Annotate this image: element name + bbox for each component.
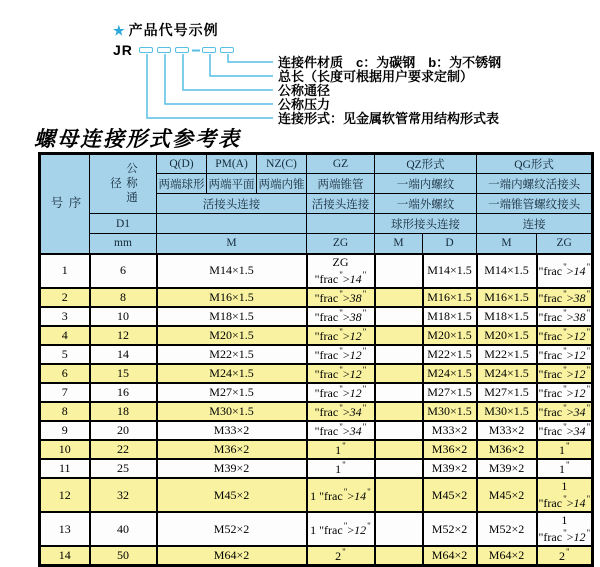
header-nz-desc: 两端内锥 — [257, 174, 307, 194]
cell-m: M16×1.5 — [157, 288, 307, 307]
cell-qz-d: M16×1.5 — [423, 288, 477, 307]
cell-qz-d: M18×1.5 — [423, 307, 477, 326]
cell-qz-d: M22×1.5 — [423, 345, 477, 364]
header-gz-desc: 两端锥管 — [307, 174, 375, 194]
cell-qz-d: M36×2 — [423, 440, 477, 459]
cell-qg-m: M27×1.5 — [477, 383, 537, 402]
cell-qz-m — [375, 383, 423, 402]
cell-seq: 5 — [40, 345, 90, 364]
cell-seq: 7 — [40, 383, 90, 402]
cell-m: M20×1.5 — [157, 326, 307, 345]
cell-qg-m: M39×2 — [477, 459, 537, 478]
cell-gz: 1 "frac">12" — [307, 512, 375, 546]
cell-qz-m — [375, 288, 423, 307]
code-box-1 — [139, 47, 153, 53]
header-mm: mm — [90, 234, 157, 254]
header-seq: 序号 — [40, 154, 90, 254]
table-row — [40, 402, 593, 421]
cell-qg-m: M45×2 — [477, 478, 537, 512]
cell-gz: 2" — [307, 546, 375, 566]
cell-qg-m: M36×2 — [477, 440, 537, 459]
header-pm-desc: 两端平面 — [207, 174, 257, 194]
cell-qz-m — [375, 512, 423, 546]
cell-qg-zg: "frac">14" — [537, 254, 593, 288]
table-row — [40, 440, 593, 459]
star-icon: ★ — [113, 23, 126, 38]
cell-mm: 50 — [90, 546, 157, 566]
cell-qg-m: M16×1.5 — [477, 288, 537, 307]
cell-qz-m — [375, 364, 423, 383]
cell-qz-d: M45×2 — [423, 478, 477, 512]
cell-qz-m — [375, 440, 423, 459]
cell-mm: 16 — [90, 383, 157, 402]
cell-gz: "frac">38" — [307, 307, 375, 326]
cell-mm: 40 — [90, 512, 157, 546]
header-qz-desc1: 一端内螺纹 — [375, 174, 477, 194]
cell-mm: 25 — [90, 459, 157, 478]
cell-m: M27×1.5 — [157, 383, 307, 402]
cell-qg-m: M64×2 — [477, 546, 537, 566]
diagram-title — [113, 20, 219, 40]
header-empty-gz — [307, 214, 375, 234]
header-qd: Q(D) — [157, 154, 207, 174]
cell-qg-m: M18×1.5 — [477, 307, 537, 326]
cell-qg-zg: 2" — [537, 546, 593, 566]
cell-qg-m: M30×1.5 — [477, 402, 537, 421]
cell-qg-zg: "frac">34" — [537, 402, 593, 421]
cell-qg-m: M33×2 — [477, 421, 537, 440]
table-row — [40, 383, 593, 402]
cell-seq: 9 — [40, 421, 90, 440]
header-qg-connect: 连接 — [477, 214, 593, 234]
cell-mm: 15 — [90, 364, 157, 383]
code-prefix: JR — [113, 42, 133, 58]
cell-gz: 1 "frac">14" — [307, 478, 375, 512]
table-row — [40, 254, 593, 288]
cell-m: M24×1.5 — [157, 364, 307, 383]
cell-seq: 8 — [40, 402, 90, 421]
cell-qz-m — [375, 478, 423, 512]
reference-table — [38, 152, 594, 567]
header-qz-desc2: 一端外螺纹 — [375, 194, 477, 214]
header-unit-qz-d: D — [423, 234, 477, 254]
cell-seq: 3 — [40, 307, 90, 326]
cell-mm: 18 — [90, 402, 157, 421]
cell-qg-zg: 1 "frac">12" — [537, 512, 593, 546]
cell-m: M52×2 — [157, 512, 307, 546]
cell-mm: 22 — [90, 440, 157, 459]
product-code-diagram — [0, 0, 600, 130]
cell-mm: 6 — [90, 254, 157, 288]
cell-qz-d: M20×1.5 — [423, 326, 477, 345]
cell-gz: 1" — [307, 440, 375, 459]
cell-qz-m — [375, 326, 423, 345]
cell-seq: 6 — [40, 364, 90, 383]
cell-qz-d: M39×2 — [423, 459, 477, 478]
cell-qz-m — [375, 402, 423, 421]
header-unit-zg: ZG — [307, 234, 375, 254]
table-row — [40, 364, 593, 383]
cell-qg-zg: 1 "frac">14" — [537, 478, 593, 512]
cell-seq: 14 — [40, 546, 90, 566]
callout-material: 连接件材质 c：为碳钢 b：为不锈钢 — [278, 55, 502, 70]
cell-qz-d: M30×1.5 — [423, 402, 477, 421]
header-qd-desc: 两端球形 — [157, 174, 207, 194]
cell-qz-d: M27×1.5 — [423, 383, 477, 402]
cell-qz-d: M52×2 — [423, 512, 477, 546]
table-body — [40, 254, 593, 566]
cell-qz-d: M14×1.5 — [423, 254, 477, 288]
cell-m: M33×2 — [157, 421, 307, 440]
header-unit-qg-zg: ZG — [537, 234, 593, 254]
header-qg-desc1: 一端内螺纹活接头 — [477, 174, 593, 194]
cell-seq: 1 — [40, 254, 90, 288]
header-nominal-diameter: 公称通径 — [90, 154, 157, 214]
cell-qg-m: M20×1.5 — [477, 326, 537, 345]
cell-qz-m — [375, 459, 423, 478]
cell-gz: "frac">12" — [307, 383, 375, 402]
cell-qz-m — [375, 421, 423, 440]
cell-qg-zg: "frac">12" — [537, 345, 593, 364]
cell-qg-zg: "frac">12" — [537, 364, 593, 383]
header-nz: NZ(C) — [257, 154, 307, 174]
cell-qz-d: M33×2 — [423, 421, 477, 440]
header-qz-ball-connect: 球形接头连接 — [375, 214, 477, 234]
cell-mm: 32 — [90, 478, 157, 512]
cell-gz: "frac">12" — [307, 345, 375, 364]
cell-mm: 14 — [90, 345, 157, 364]
cell-qg-zg: "frac">38" — [537, 288, 593, 307]
cell-mm: 12 — [90, 326, 157, 345]
callout-nominal-pressure: 公称压力 — [278, 97, 331, 112]
code-box-4 — [202, 47, 216, 53]
header-d1: D1 — [90, 214, 157, 234]
cell-m: M14×1.5 — [157, 254, 307, 288]
cell-gz: "frac">34" — [307, 402, 375, 421]
header-gz-union-connect: 活接头连接 — [307, 194, 375, 214]
cell-gz: 1" — [307, 459, 375, 478]
header-qg-form: QG形式 — [477, 154, 593, 174]
table-row — [40, 512, 593, 546]
table-row — [40, 307, 593, 326]
table-row — [40, 421, 593, 440]
header-qz-form: QZ形式 — [375, 154, 477, 174]
cell-m: M30×1.5 — [157, 402, 307, 421]
cell-gz: ZG "frac">14" — [307, 254, 375, 288]
cell-m: M64×2 — [157, 546, 307, 566]
header-gz: GZ — [307, 154, 375, 174]
cell-qg-m: M22×1.5 — [477, 345, 537, 364]
table-row — [40, 478, 593, 512]
cell-seq: 11 — [40, 459, 90, 478]
table-title: 螺母连接形式参考表 — [34, 126, 241, 151]
header-unit-qz-m: M — [375, 234, 423, 254]
cell-seq: 10 — [40, 440, 90, 459]
cell-qz-d: M64×2 — [423, 546, 477, 566]
table-row — [40, 326, 593, 345]
cell-gz: "frac">12" — [307, 326, 375, 345]
cell-gz: "frac">38" — [307, 288, 375, 307]
cell-seq: 4 — [40, 326, 90, 345]
cell-mm: 10 — [90, 307, 157, 326]
cell-qz-m — [375, 546, 423, 566]
cell-qg-m: M52×2 — [477, 512, 537, 546]
cell-m: M22×1.5 — [157, 345, 307, 364]
table-row — [40, 345, 593, 364]
cell-m: M39×2 — [157, 459, 307, 478]
table-row — [40, 288, 593, 307]
callout-total-length: 总长（长度可根据用户要求定制） — [278, 69, 474, 84]
header-unit-qg-m: M — [477, 234, 537, 254]
cell-qg-zg: "frac">12" — [537, 383, 593, 402]
cell-qg-zg: "frac">38" — [537, 307, 593, 326]
cell-m: M18×1.5 — [157, 307, 307, 326]
callout-nominal-diameter: 公称通径 — [278, 83, 331, 98]
cell-gz: "frac">34" — [307, 421, 375, 440]
cell-qg-zg: "frac">12" — [537, 326, 593, 345]
cell-m: M36×2 — [157, 440, 307, 459]
header-empty-qpn — [157, 214, 307, 234]
cell-qg-zg: "frac">34" — [537, 421, 593, 440]
header-unit-m: M — [157, 234, 307, 254]
cell-qz-m — [375, 254, 423, 288]
cell-qg-m: M24×1.5 — [477, 364, 537, 383]
cell-qz-m — [375, 307, 423, 326]
header-qg-desc2: 一端锥管螺纹接头 — [477, 194, 593, 214]
code-box-5 — [220, 47, 234, 53]
cell-mm: 20 — [90, 421, 157, 440]
diagram-title-text: 产品代号示例 — [128, 22, 219, 38]
cell-qg-zg: 1" — [537, 440, 593, 459]
cell-seq: 12 — [40, 478, 90, 512]
cell-seq: 13 — [40, 512, 90, 546]
cell-qz-d: M24×1.5 — [423, 364, 477, 383]
cell-m: M45×2 — [157, 478, 307, 512]
cell-mm: 8 — [90, 288, 157, 307]
header-union-connect: 活接头连接 — [157, 194, 307, 214]
code-box-3 — [175, 47, 189, 53]
callout-connection-form: 连接形式：见金属软管常用结构形式表 — [278, 111, 500, 126]
header-pm: PM(A) — [207, 154, 257, 174]
table-header — [40, 154, 593, 254]
table-row — [40, 546, 593, 566]
cell-qz-m — [375, 345, 423, 364]
table-row — [40, 459, 593, 478]
cell-qg-m: M14×1.5 — [477, 254, 537, 288]
cell-seq: 2 — [40, 288, 90, 307]
cell-gz: "frac">12" — [307, 364, 375, 383]
cell-qg-zg: 1" — [537, 459, 593, 478]
code-box-2 — [157, 47, 171, 53]
